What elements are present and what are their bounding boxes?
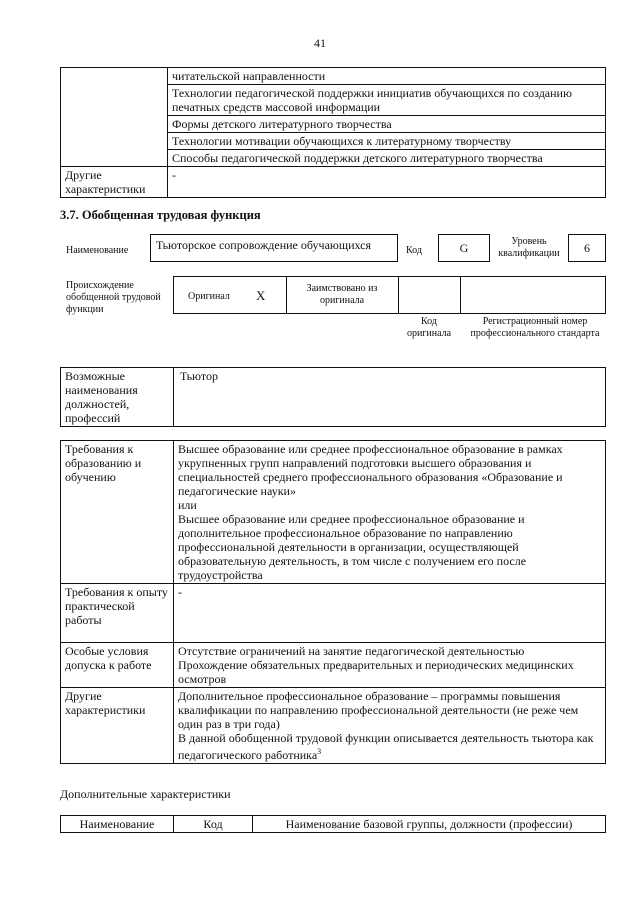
- other-label: Другие характеристики: [61, 688, 174, 764]
- origin-box: [173, 276, 606, 314]
- table-cell: Способы педагогической поддержки детского литературного творчества: [168, 150, 606, 167]
- reg-number-label: Регистрационный номер профессионального стандарта: [470, 316, 600, 339]
- table-row: [61, 688, 606, 764]
- other-paragraph: [178, 731, 601, 762]
- footnote-ref: 3: [317, 747, 322, 756]
- other-paragraph-text: В данной обобщенной трудовой функции описывается деятельность тьютора как педагогического работника: [178, 731, 594, 762]
- requirements-table: [60, 440, 606, 764]
- table-row: [61, 68, 606, 85]
- positions-table: [60, 367, 606, 427]
- original-mark: X: [256, 288, 266, 303]
- conditions-paragraph: Отсутствие ограничений на занятие педагогической деятельностью: [178, 644, 525, 658]
- empty-cell: [61, 68, 168, 167]
- table-row: [61, 584, 606, 643]
- experience-label: Требования к опыту практической работы: [61, 584, 174, 643]
- table-cell: Технологии педагогической поддержки инициатив обучающихся по созданию печатных средств массовой информации: [168, 85, 606, 116]
- education-value: [174, 441, 606, 584]
- divider: [460, 277, 461, 313]
- education-paragraph: Высшее образование или среднее профессиональное образование и дополнительное профессиональное образование по направлению профессиональной деятельности в организации, осуществляющей образовательную деятельность, в том числе с получением его после трудоустройства: [178, 512, 527, 582]
- education-or: или: [178, 498, 197, 512]
- education-paragraph: Высшее образование или среднее профессиональное образование в рамках укрупненных групп направлений подготовки высшего образования и специальностей среднего профессионального образования «Образование и педагогические науки»: [178, 442, 563, 498]
- code-value: G: [438, 234, 490, 262]
- conditions-paragraph: Прохождение обязательных предварительных и периодических медицинских осмотров: [178, 658, 574, 686]
- table-row: [61, 441, 606, 584]
- name-value: Тьюторское сопровождение обучающихся: [150, 234, 398, 262]
- original-label: Оригинал: [188, 291, 230, 302]
- level-value: 6: [568, 234, 606, 262]
- table-cell: Формы детского литературного творчества: [168, 116, 606, 133]
- table-cell: Технологии мотивации обучающихся к литературному творчеству: [168, 133, 606, 150]
- origin-label: Происхождение обобщенной трудовой функции: [66, 280, 161, 315]
- conditions-label: Особые условия допуска к работе: [61, 643, 174, 688]
- col-header-base: Наименование базовой группы, должности (профессии): [253, 816, 606, 833]
- level-label: Уровень квалификации: [498, 236, 560, 259]
- name-label: Наименование: [66, 245, 129, 256]
- top-table: [60, 67, 606, 198]
- col-header-code: Код: [174, 816, 253, 833]
- additional-table: [60, 815, 606, 833]
- experience-value: -: [174, 584, 606, 643]
- table-row: [61, 816, 606, 833]
- divider: [286, 277, 287, 313]
- borrowed-label: Заимствовано из оригинала: [306, 283, 378, 306]
- other-characteristics-value: -: [168, 167, 606, 198]
- table-row: [61, 368, 606, 427]
- positions-label: Возможные наименования должностей, профессий: [61, 368, 174, 427]
- other-paragraph: Дополнительное профессиональное образование – программы повышения квалификации по направлению профессиональной деятельности (не реже чем один раз в три года): [178, 689, 579, 731]
- other-value: [174, 688, 606, 764]
- other-characteristics-label: Другие характеристики: [61, 167, 168, 198]
- education-label: Требования к образованию и обучению: [61, 441, 174, 584]
- table-cell: читательской направленности: [168, 68, 606, 85]
- page-number: 41: [314, 36, 326, 50]
- table-row: [61, 167, 606, 198]
- additional-title: Дополнительные характеристики: [60, 787, 231, 801]
- positions-value: Тьютор: [174, 368, 606, 427]
- code-original-label: Код оригинала: [406, 316, 452, 339]
- code-label: Код: [406, 245, 422, 256]
- conditions-value: [174, 643, 606, 688]
- divider: [398, 277, 399, 313]
- col-header-name: Наименование: [61, 816, 174, 833]
- table-row: [61, 643, 606, 688]
- section-heading: 3.7. Обобщенная трудовая функция: [60, 208, 261, 222]
